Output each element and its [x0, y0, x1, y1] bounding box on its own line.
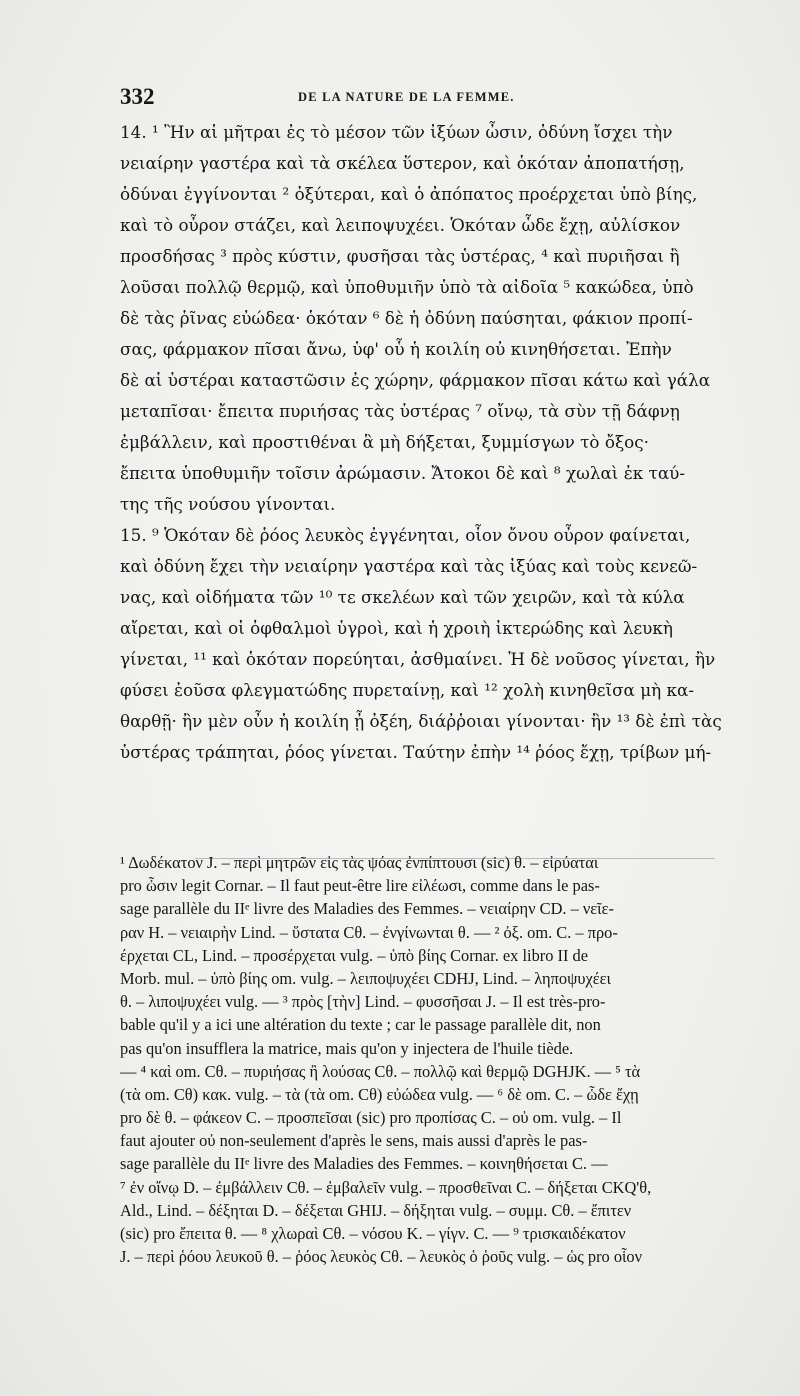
text-line: ἔπειτα ὑποθυμιῆν τοῖσιν ἀρώμασιν. Ἄτοκοι δὲ καὶ ⁸ χωλαὶ ἐκ ταύ-: [120, 463, 686, 483]
footnote-line: Ald., Lind. – δέξηται D. – δέξεται GHIJ. – δήξηται vulg. – συμμ. Cθ. – ἔπιτεν: [120, 1200, 632, 1220]
text-line: 14. ¹ Ἢν αἱ μῆτραι ἐς τὸ μέσον τῶν ἰξύων ὦσιν, ὀδύνη ἴσχει τὴν: [120, 122, 673, 142]
text-line: καὶ ὀδύνη ἔχει τὴν νειαίρην γαστέρα καὶ τὰς ἰξύας καὶ τοὺς κενεῶ-: [120, 556, 698, 576]
text-line: της τῆς νούσου γίνονται.: [120, 494, 336, 514]
running-title: DE LA NATURE DE LA FEMME.: [298, 90, 515, 104]
footnote-line: θ. – λιποψυχέει vulg. — ³ πρὸς [τὴν] Lind. – φυσσῆσαι J. – Il est très-pro-: [120, 992, 606, 1012]
text-line: ὀδύναι ἐγγίνονται ² ὀξύτεραι, καὶ ὁ ἀπόπατος προέρχεται ὑπὸ βίης,: [120, 184, 698, 204]
text-line: ὑστέρας τράπηται, ῥόος γίνεται. Ταύτην ἐπὴν ¹⁴ ῥόος ἔχῃ, τρίβων μή-: [120, 742, 712, 762]
footnote-line: sage parallèle du IIᵉ livre des Maladies des Femmes. – νειαίρην CD. – νεῖε-: [120, 899, 614, 919]
text-line: δὲ τὰς ῥῖνας εὐώδεα· ὁκόταν ⁶ δὲ ἡ ὀδύνη παύσηται, φάκιον προπί-: [120, 308, 693, 328]
footnote-line: sage parallèle du IIᵉ livre des Maladies des Femmes. – κοινηθήσεται C. —: [120, 1154, 608, 1174]
footnote-line: (sic) pro ἔπειτα θ. — ⁸ χλωραὶ Cθ. – νόσου K. – γίγν. C. — ⁹ τρισκαιδέκατον: [120, 1224, 626, 1243]
text-line: νειαίρην γαστέρα καὶ τὰ σκέλεα ὕστερον, καὶ ὁκόταν ἀποπατήσῃ,: [120, 153, 685, 173]
footnote-line: J. – περὶ ῥόου λευκοῦ θ. – ῥόος λευκὸς Cθ. – λευκὸς ὁ ῥοῦς vulg. – ὡς pro οἷον: [120, 1247, 643, 1267]
text-line: λοῦσαι πολλῷ θερμῷ, καὶ ὑποθυμιῆν ὑπὸ τὰ αἰδοῖα ⁵ κακώδεα, ὑπὸ: [120, 277, 694, 297]
footnote-line: — ⁴ καὶ om. Cθ. – πυριήσας ἢ λούσας Cθ. – πολλῷ καὶ θερμῷ DGHJK. — ⁵ τὰ: [120, 1061, 641, 1081]
footnote-line: (τὰ om. Cθ) κακ. vulg. – τὰ (τὰ om. Cθ) εὐώδεα vulg. — ⁶ δὲ om. C. – ὧδε ἔχῃ: [120, 1084, 639, 1104]
footnote-line: ¹ Δωδέκατον J. – περὶ μητρῶν εἰς τὰς ψόας ἐνπίπτουσι (sic) θ. – εἰρύαται: [120, 853, 599, 872]
text-line: μεταπῖσαι· ἔπειτα πυριήσας τὰς ὑστέρας ⁷ οἴνῳ, τὰ σὺν τῇ δάφνῃ: [120, 401, 680, 421]
text-line: φύσει ἐοῦσα φλεγματώδης πυρεταίνῃ, καὶ ¹² χολὴ κινηθεῖσα μὴ κα-: [120, 680, 694, 700]
footnote-line: pas qu'on insufflera la matrice, mais qu'on y injectera de l'huile tiède.: [120, 1038, 574, 1058]
page-number: 332: [120, 84, 155, 109]
footnote-line: Morb. mul. – ὑπὸ βίης om. vulg. – λειποψυχέει CDHJ, Lind. – ληποψυχέει: [120, 968, 611, 988]
footnote-line: bable qu'il y a ici une altération du texte ; car le passage parallèle dit, non: [120, 1015, 601, 1035]
text-line: σας, φάρμακον πῖσαι ἄνω, ὑφ' οὗ ἡ κοιλίη οὐ κινηθήσεται. Ἐπὴν: [120, 339, 672, 359]
greek-main-text: [120, 117, 785, 768]
text-line: ἐμβάλλειν, καὶ προστιθέναι ἃ μὴ δήξεται, ξυμμίσγων τὸ ὄξος·: [120, 432, 650, 452]
running-head: [120, 84, 590, 108]
footnote-line: ⁷ ἐν οἴνῳ D. – ἐμβάλλειν Cθ. – ἐμβαλεῖν vulg. – προσθεῖναι C. – δήξεται CKQ'θ,: [120, 1177, 652, 1197]
text-line: καὶ τὸ οὖρον στάζει, καὶ λειποψυχέει. Ὁκόταν ὧδε ἔχῃ, αὐλίσκον: [120, 215, 681, 235]
text-line: δὲ αἱ ὑστέραι καταστῶσιν ἐς χώρην, φάρμακον πῖσαι κάτω καὶ γάλα: [120, 370, 711, 390]
text-line: αἴρεται, καὶ οἱ ὀφθαλμοὶ ὑγροὶ, καὶ ἡ χροιὴ ἰκτερώδης καὶ λευκὴ: [120, 618, 673, 638]
footnote-line: έρχεται CL, Lind. – προσέρχεται vulg. – ὑπὸ βίης Cornar. ex libro II de: [120, 945, 589, 965]
footnote-line: faut ajouter οὐ non-seulement d'après le sens, mais aussi d'après le pas-: [120, 1131, 588, 1151]
footnote-line: pro ὦσιν legit Cornar. – Il faut peut-être lire εἰλέωσι, comme dans le pas-: [120, 876, 600, 896]
text-line: γίνεται, ¹¹ καὶ ὁκόταν πορεύηται, ἀσθμαίνει. Ἡ δὲ νοῦσος γίνεται, ἢν: [120, 649, 716, 669]
text-line: 15. ⁹ Ὁκόταν δὲ ῥόος λευκὸς ἐγγένηται, οἷον ὄνου οὖρον φαίνεται,: [120, 525, 691, 545]
text-line: νας, καὶ οἰδήματα τῶν ¹⁰ τε σκελέων καὶ τῶν χειρῶν, καὶ τὰ κύλα: [120, 587, 685, 607]
footnote-line: pro δὲ θ. – φάκεον C. – προσπεῖσαι (sic) pro προπίσας C. – οὐ om. vulg. – Il: [120, 1108, 622, 1128]
text-line: θαρθῇ· ἢν μὲν οὖν ἡ κοιλίη ᾖ ὀξέη, διάῤῥοιαι γίνονται· ἢν ¹³ δὲ ἐπὶ τὰς: [120, 711, 722, 731]
footnotes: [120, 851, 785, 1268]
footnote-line: ραν H. – νειαιρὴν Lind. – ὕστατα Cθ. – ἐνγίνωνται θ. — ² ὀξ. om. C. – προ-: [120, 922, 618, 942]
text-line: προσδήσας ³ πρὸς κύστιν, φυσῆσαι τὰς ὑστέρας, ⁴ καὶ πυριῆσαι ἢ: [120, 246, 680, 266]
